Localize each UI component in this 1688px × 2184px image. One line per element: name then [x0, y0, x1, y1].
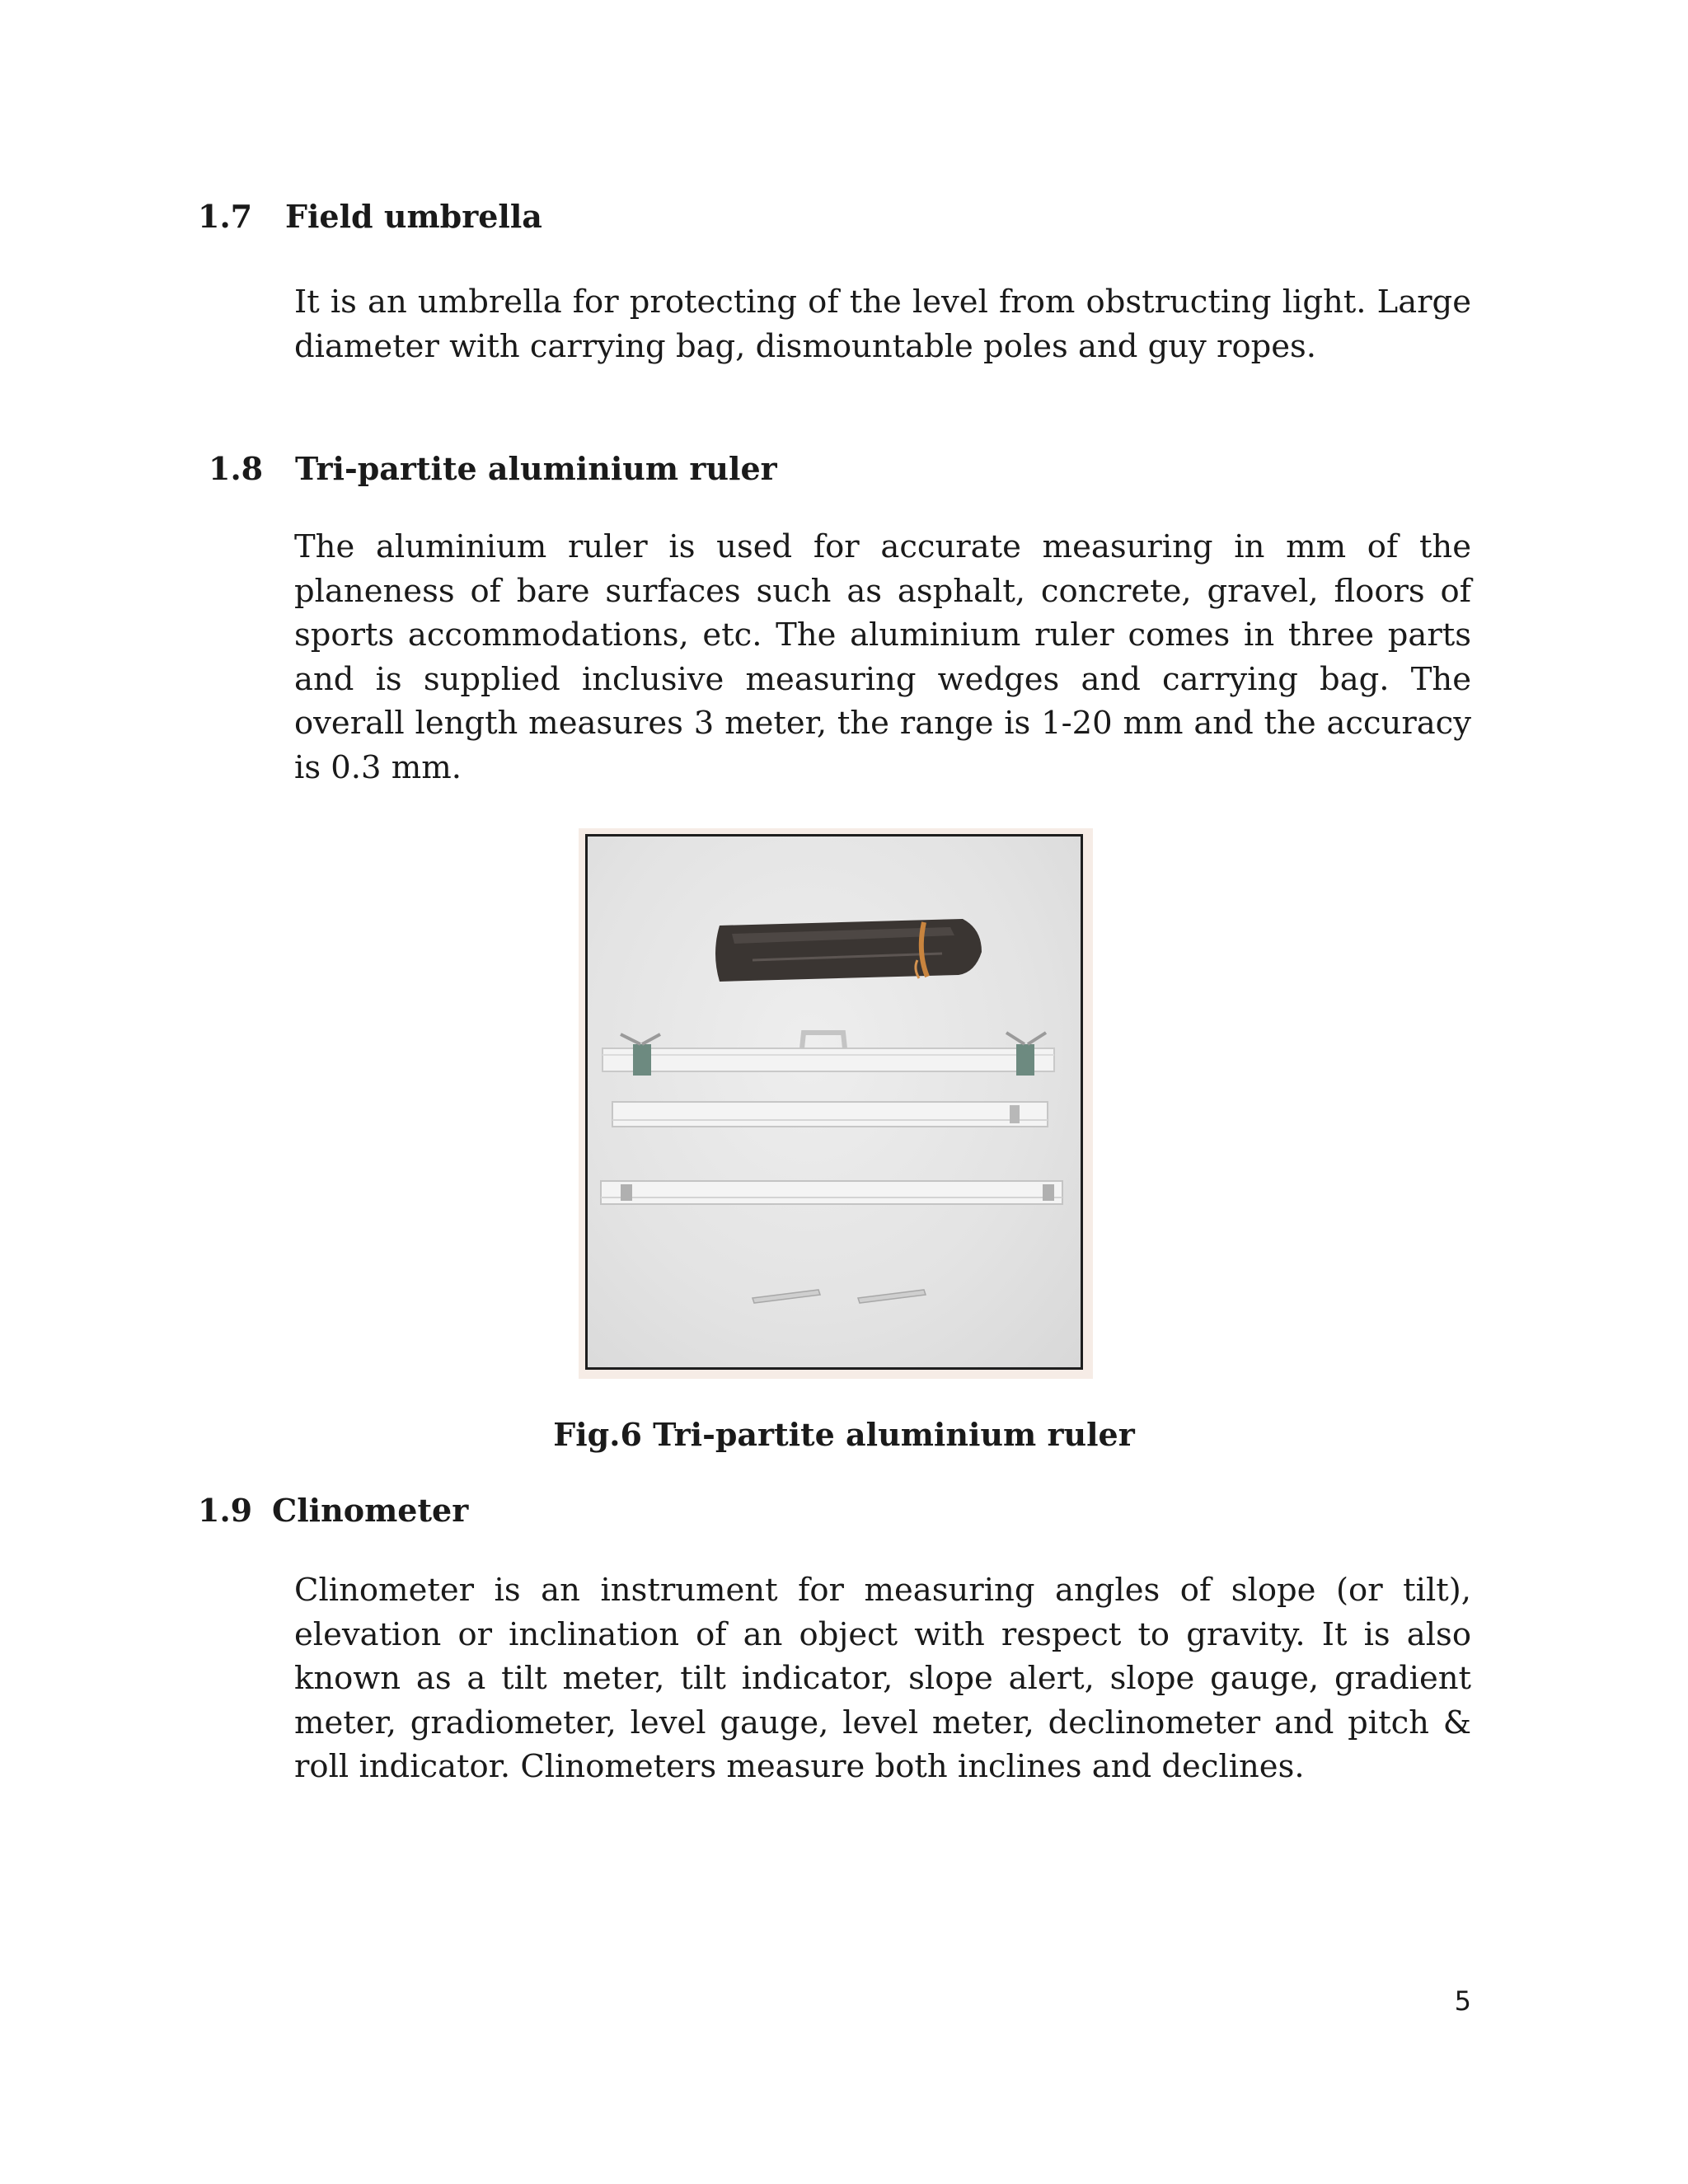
section-number: 1.9 [198, 1492, 253, 1529]
section-title: Field umbrella [285, 198, 542, 235]
section-body-clinometer: Clinometer is an instrument for measuring angles of slope (or tilt), elevation or inclination of an object with respect to gravity. It is also known as a tilt meter, tilt indicator, slope alert, slope gauge, gradient meter, gradiometer, level gauge, level meter, declinometer and pitch & roll indicator. Clinometers measure both inclines and declines. [294, 1572, 1471, 1785]
ruler-top [603, 1033, 1054, 1076]
section-heading-clinometer [198, 1492, 468, 1530]
section-title: Clinometer [272, 1492, 469, 1529]
section-heading-aluminium-ruler [209, 450, 777, 488]
carrying-bag [715, 919, 982, 982]
section-title: Tri-partite aluminium ruler [295, 450, 777, 487]
ruler-middle [612, 1102, 1048, 1127]
section-number: 1.8 [209, 450, 264, 487]
section-body-aluminium-ruler: The aluminium ruler is used for accurate measuring in mm of the planeness of bare surfaces such as asphalt, concrete, gravel, floors of sports accommodations, etc. The aluminium ruler comes in three parts and is supplied inclusive measuring wedges and carrying bag. The overall length measures 3 meter, the range is 1-20 mm and the accuracy is 0.3 mm. [294, 528, 1471, 786]
section-heading-field-umbrella [198, 198, 542, 236]
section-body-field-umbrella: It is an umbrella for protecting of the level from obstructing light. Large diameter with carrying bag, dismountable poles and guy ropes. [294, 284, 1471, 365]
section-number: 1.7 [198, 198, 253, 235]
figure-caption-text: Fig.6 Tri-partite aluminium ruler [553, 1416, 1135, 1453]
page-number: 5 [1454, 1985, 1471, 2017]
ruler-illustration [588, 837, 1081, 1367]
ruler-bottom [601, 1181, 1062, 1204]
figure-caption [0, 1416, 1688, 1454]
measuring-wedges [753, 1290, 926, 1303]
figure-photo-aluminium-ruler [585, 834, 1083, 1370]
